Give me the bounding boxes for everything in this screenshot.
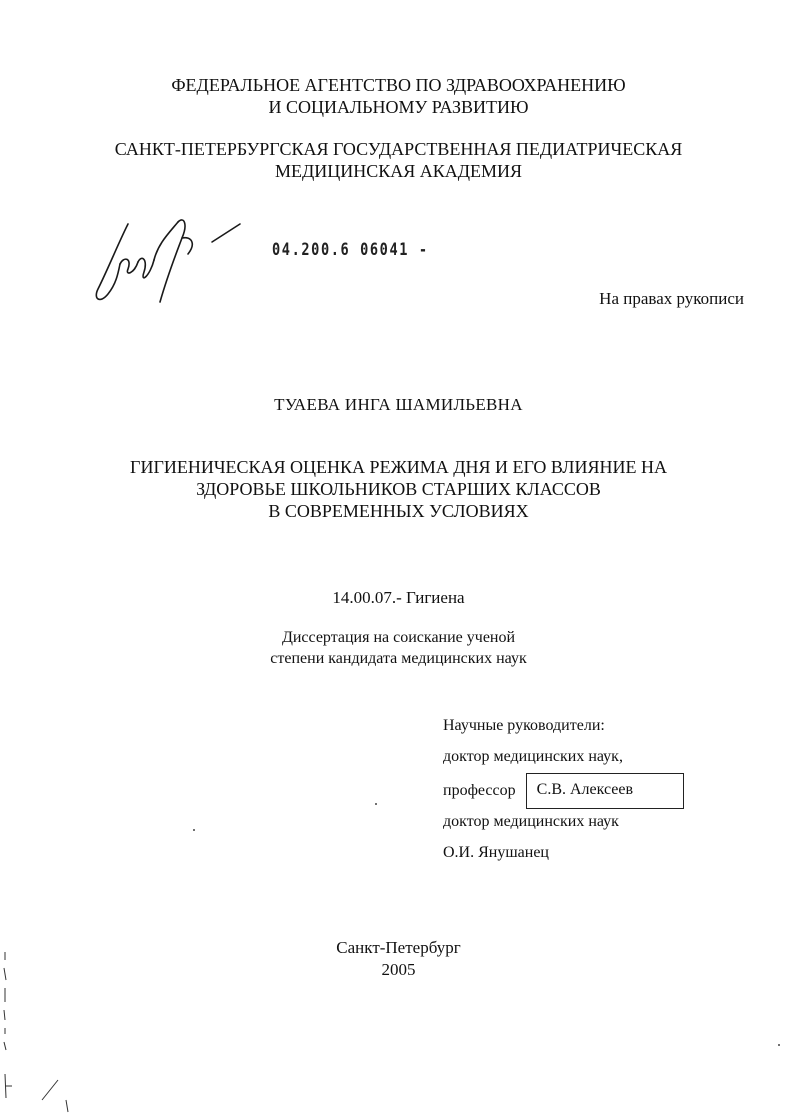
supervisor-1-row [443, 771, 684, 811]
agency-heading [0, 74, 797, 118]
scan-speck [375, 803, 377, 805]
supervisor-1-rank: профессор [443, 782, 516, 799]
city-year-block [0, 937, 797, 981]
specialty-code: 14.00.07.- Гигиена [332, 588, 465, 607]
registration-number: 04.200.6 06041 - [272, 240, 429, 260]
dissertation-title [0, 456, 797, 522]
dissertation-line-2: степени кандидата медицинских наук [270, 650, 527, 667]
supervisor-1-name-box: С.В. Алексеев [526, 773, 684, 809]
supervisor-1-degree: доктор медицинских наук, [443, 748, 623, 765]
title-line-2: ЗДОРОВЬЕ ШКОЛЬНИКОВ СТАРШИХ КЛАССОВ [196, 479, 601, 499]
handwritten-signature [88, 214, 248, 314]
supervisors-block [443, 715, 684, 873]
year: 2005 [381, 960, 416, 979]
dissertation-line-1: Диссертация на соискание ученой [281, 629, 516, 646]
supervisor-2-degree: доктор медицинских наук [443, 813, 619, 830]
dissertation-type [0, 627, 797, 669]
title-line-3: В СОВРЕМЕННЫХ УСЛОВИЯХ [268, 501, 529, 521]
scan-speck [193, 829, 195, 831]
supervisor-2-name: О.И. Янушанец [443, 844, 549, 861]
scan-speck [778, 1044, 780, 1046]
author-name: ТУАЕВА ИНГА ШАМИЛЬЕВНА [274, 395, 523, 414]
manuscript-note: На правах рукописи [599, 289, 744, 308]
scan-margin-marks [0, 950, 80, 1114]
agency-line-2: И СОЦИАЛЬНОМУ РАЗВИТИЮ [268, 97, 529, 117]
city: Санкт-Петербург [336, 938, 461, 957]
academy-line-2: МЕДИЦИНСКАЯ АКАДЕМИЯ [274, 161, 523, 181]
academy-heading [0, 138, 797, 182]
title-line-1: ГИГИЕНИЧЕСКАЯ ОЦЕНКА РЕЖИМА ДНЯ И ЕГО ВЛИЯНИЕ НА [130, 457, 667, 477]
supervisors-heading: Научные руководители: [443, 717, 605, 734]
agency-line-1: ФЕДЕРАЛЬНОЕ АГЕНТСТВО ПО ЗДРАВООХРАНЕНИЮ [171, 75, 626, 95]
academy-line-1: САНКТ-ПЕТЕРБУРГСКАЯ ГОСУДАРСТВЕННАЯ ПЕДИАТРИЧЕСКАЯ [114, 139, 683, 159]
